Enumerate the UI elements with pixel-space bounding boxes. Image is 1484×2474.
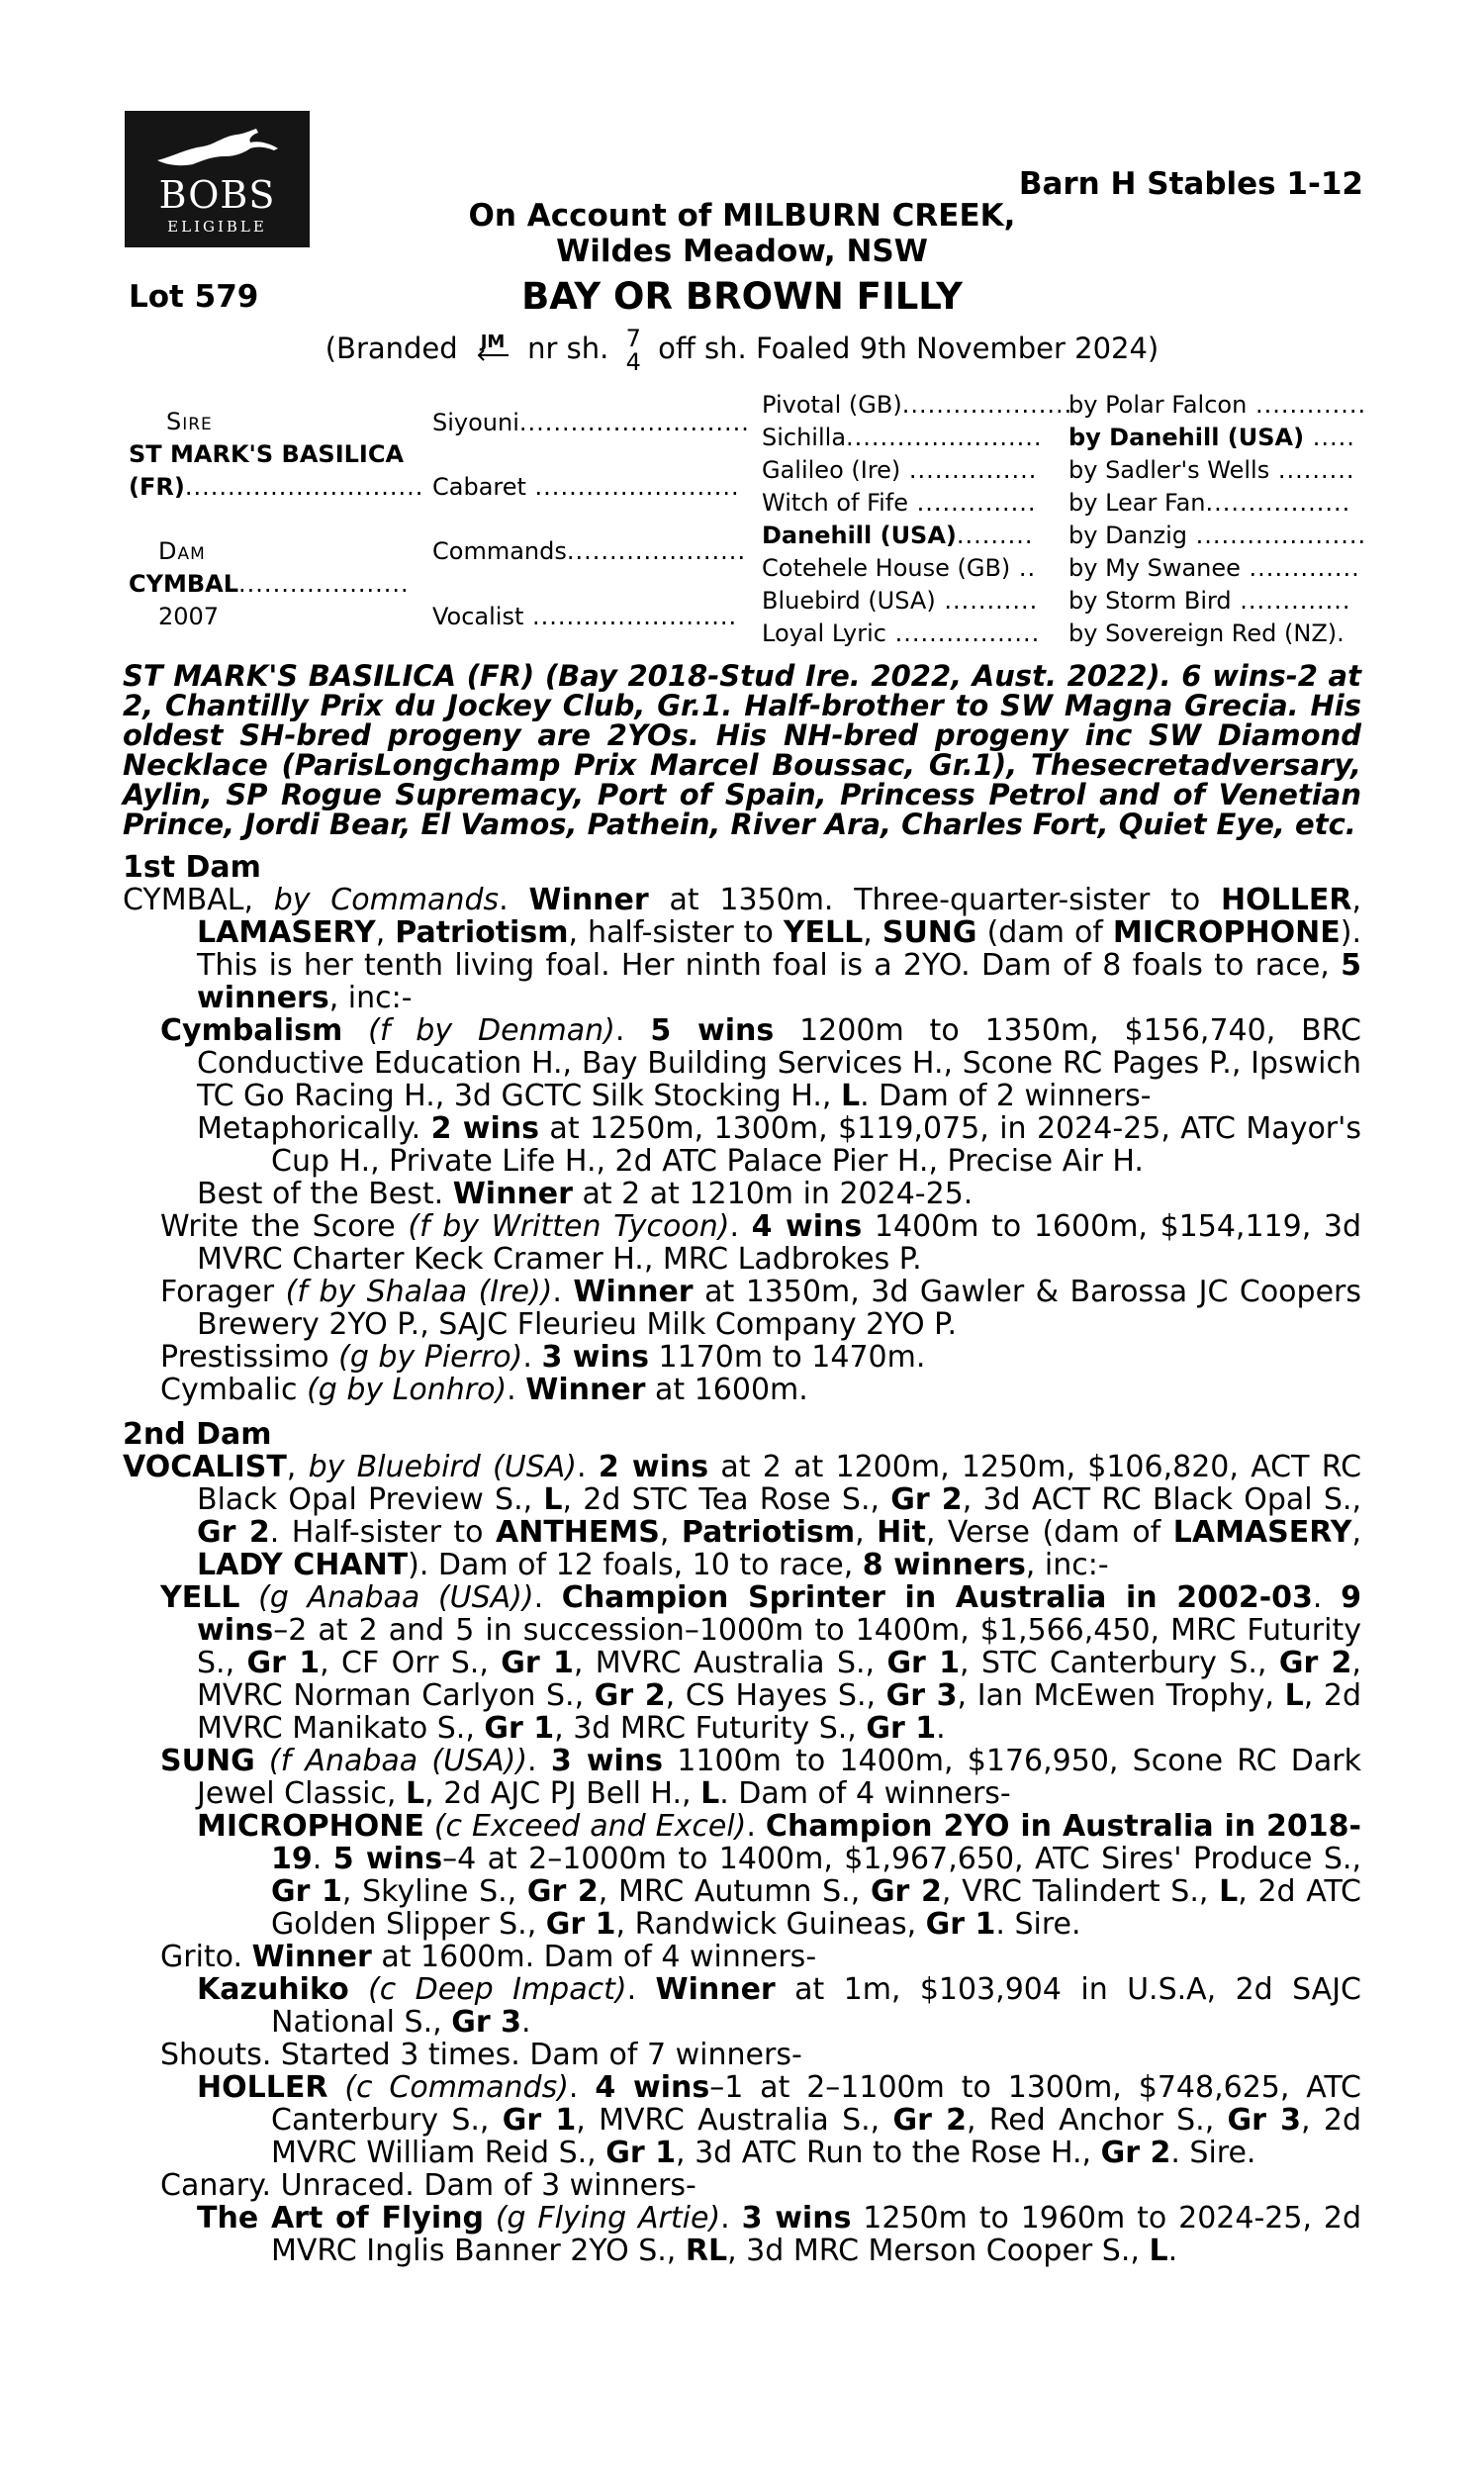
ped-g4-7: by Storm Bird .............: [1068, 587, 1351, 615]
ped-g4-2: by Danehill (USA) .....: [1068, 424, 1355, 451]
second-dam-heading: 2nd Dam: [123, 1417, 272, 1452]
sire-dam: Cabaret ........................: [432, 473, 740, 501]
vendor-line-2: Wildes Meadow, NSW: [556, 234, 928, 269]
sire-label: Sire: [166, 408, 213, 435]
dam-foaled-year: 2007: [158, 603, 220, 630]
ped-g4-1: by Polar Falcon .............: [1068, 391, 1367, 419]
brand-fraction: 7 4: [625, 325, 641, 376]
sire-sire: Siyouni...........................: [432, 409, 750, 436]
svg-text:JM: JM: [480, 331, 506, 352]
ped-g4-6: by My Swanee .............: [1068, 554, 1360, 582]
ped-g4-8: by Sovereign Red (NZ).: [1068, 619, 1345, 647]
entry-sung: SUNG (f Anabaa (USA)). 3 wins 1100m to 1400m, $176,950, Scone RC Dark Jewel Classic, L, 2d AJC PJ Bell H., L. Dam of 4 winners-: [160, 1744, 1361, 1811]
entry-the-art-of-flying: The Art of Flying (g Flying Artie). 3 wins 1250m to 1960m to 2024-25, 2d MVRC Inglis Banner 2YO S., RL, 3d MRC Merson Cooper S., L.: [197, 2201, 1361, 2268]
ped-g3-4: Witch of Fife ..............: [762, 489, 1037, 517]
ped-g3-2: Sichilla.......................: [762, 424, 1043, 451]
entry-cymbalism: Cymbalism (f by Denman). 5 wins 1200m to 1350m, $156,740, BRC Conductive Education H., Bay Building Services H., Scone RC Pages P., Ipswich TC Go Racing H., 3d GCTC Silk Stocking H., L. Dam of 2 winners-: [160, 1013, 1362, 1113]
first-dam-heading: 1st Dam: [123, 850, 261, 885]
racehorse-icon: [153, 127, 282, 172]
entry-kazuhiko: Kazuhiko (c Deep Impact). Winner at 1m, $103,904 in U.S.A, 2d SAJC National S., Gr 3.: [197, 1972, 1362, 2040]
brand-mark: [473, 330, 512, 372]
entry-microphone: MICROPHONE (c Exceed and Excel). Champion 2YO in Australia in 2018-19. 5 wins–4 at 2–1000m to 1400m, $1,967,650, ATC Sires' Produce S., Gr 1, Skyline S., Gr 2, MRC Autumn S., Gr 2, VRC Talindert S., L, 2d ATC Golden Slipper S., Gr 1, Randwick Guineas, Gr 1. Sire.: [197, 1809, 1362, 1942]
branding-near-side: nr sh.: [527, 332, 609, 365]
entry-grito: Grito. Winner at 1600m. Dam of 4 winners-: [160, 1940, 817, 1974]
logo-subtitle: ELIGIBLE: [167, 218, 267, 236]
entry-holler: HOLLER (c Commands). 4 wins–1 at 2–1100m to 1300m, $748,625, ATC Canterbury S., Gr 1, MVRC Australia S., Gr 2, Red Anchor S., Gr 3, 2d MVRC William Reid S., Gr 1, 3d ATC Run to the Rose H., Gr 2. Sire.: [197, 2070, 1362, 2170]
dam-dam: Vocalist ........................: [432, 603, 738, 630]
ped-g4-3: by Sadler's Wells .........: [1068, 456, 1355, 484]
sire-summary: ST MARK'S BASILICA (FR) (Bay 2018-Stud Ire. 2022, Aust. 2022). 6 wins-2 at 2, Chantilly Prix du Jockey Club, Gr.1. Half-brother to SW Magna Grecia. His oldest SH-bred progeny are 2YOs. His NH-bred progeny inc SW Diamond Necklace (ParisLongchamp Prix Marcel Boussac, Gr.1), Thesecretadversary, Aylin, SP Rogue Supremacy, Port of Spain, Princess Petrol and of Venetian Prince, Jordi Bear, El Vamos, Pathein, River Ara, Charles Fort, Quiet Eye, etc.: [123, 659, 1361, 841]
entry-forager: Forager (f by Shalaa (Ire)). Winner at 1350m, 3d Gawler & Barossa JC Coopers Brewery 2YO P., SAJC Fleurieu Milk Company 2YO P.: [160, 1275, 1362, 1342]
ped-g3-3: Galileo (Ire) ...............: [762, 456, 1038, 484]
barn-location: Barn H Stables 1-12: [1018, 166, 1363, 202]
vendor-line-1: On Account of MILBURN CREEK,: [468, 198, 1016, 234]
ped-g4-5: by Danzig ....................: [1068, 522, 1367, 549]
logo-brand: BOBS: [158, 173, 276, 217]
branding-suffix: off sh. Foaled 9th November 2024): [658, 332, 1159, 365]
entry-write-the-score: Write the Score (f by Written Tycoon). 4 wins 1400m to 1600m, $154,119, 3d MVRC Charter Keck Cramer H., MRC Ladbrokes P.: [160, 1209, 1362, 1277]
sire-name-suffix: (FR)............................: [129, 473, 424, 501]
entry-prestissimo: Prestissimo (g by Pierro). 3 wins 1170m to 1470m.: [160, 1340, 926, 1375]
ped-g3-6: Cotehele House (GB) ..: [762, 554, 1037, 582]
dam-sire: Commands.....................: [432, 537, 747, 565]
dam-name: CYMBAL....................: [129, 570, 410, 598]
ped-g3-8: Loyal Lyric .................: [762, 619, 1041, 647]
entry-cymbal: CYMBAL, by Commands. Winner at 1350m. Three-quarter-sister to HOLLER, LAMASERY, Patriotism, half-sister to YELL, SUNG (dam of MICROPHONE). This is her tenth living foal. Her ninth foal is a 2YO. Dam of 8 foals to race, 5 winners, inc:-: [123, 883, 1362, 1015]
branding-prefix: (Branded: [325, 332, 458, 365]
dam-label: Dam: [158, 537, 206, 565]
ped-g3-7: Bluebird (USA) ...........: [762, 587, 1039, 615]
entry-metaphorically: Metaphorically. 2 wins at 1250m, 1300m, $119,075, in 2024-25, ATC Mayor's Cup H., Private Life H., 2d ATC Palace Pier H., Precise Air H.: [197, 1111, 1362, 1179]
ped-g3-1: Pivotal (GB)....................: [762, 391, 1073, 419]
entry-canary: Canary. Unraced. Dam of 3 winners-: [160, 2168, 696, 2203]
branding-line: [0, 327, 1484, 374]
entry-yell: YELL (g Anabaa (USA)). Champion Sprinter in Australia in 2002-03. 9 wins–2 at 2 and 5 in succession–1000m to 1400m, $1,566,450, MRC Futurity S., Gr 1, CF Orr S., Gr 1, MVRC Australia S., Gr 1, STC Canterbury S., Gr 2, MVRC Norman Carlyon S., Gr 2, CS Hayes S., Gr 3, Ian McEwen Trophy, L, 2d MVRC Manikato S., Gr 1, 3d MRC Futurity S., Gr 1.: [160, 1580, 1362, 1746]
entry-vocalist: VOCALIST, by Bluebird (USA). 2 wins at 2 at 1200m, 1250m, $106,820, ACT RC Black Opal Preview S., L, 2d STC Tea Rose S., Gr 2, 3d ACT RC Black Opal S., Gr 2. Half-sister to ANTHEMS, Patriotism, Hit, Verse (dam of LAMASERY, LADY CHANT). Dam of 12 foals, 10 to race, 8 winners, inc:-: [123, 1450, 1362, 1582]
vendor-account: [0, 198, 1484, 269]
entry-cymbalic: Cymbalic (g by Lonhro). Winner at 1600m.: [160, 1373, 808, 1407]
horse-description: BAY OR BROWN FILLY: [521, 275, 963, 318]
ped-g3-5: Danehill (USA).........: [762, 522, 1034, 549]
entry-best-of-the-best: Best of the Best. Winner at 2 at 1210m in 2024-25.: [197, 1177, 974, 1211]
catalogue-body: [123, 661, 1361, 2267]
lot-number: Lot 579: [129, 279, 259, 315]
entry-shouts: Shouts. Started 3 times. Dam of 7 winners-: [160, 2038, 802, 2072]
sire-name: ST MARK'S BASILICA: [129, 440, 405, 468]
ped-g4-4: by Lear Fan.................: [1068, 489, 1351, 517]
